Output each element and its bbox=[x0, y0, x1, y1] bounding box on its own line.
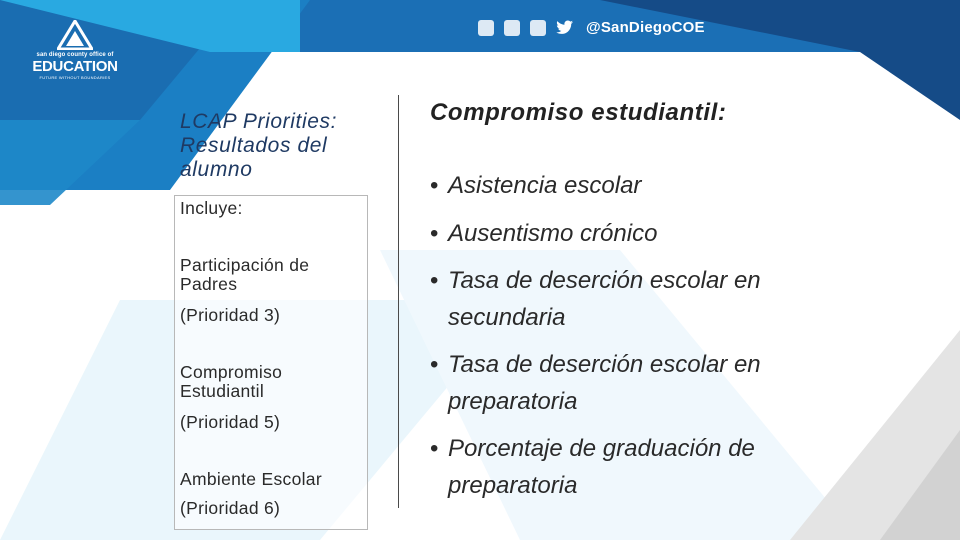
logo-triangle-icon bbox=[57, 20, 93, 50]
right-title: Compromiso estudiantil: bbox=[430, 99, 727, 126]
priorities-box bbox=[174, 195, 368, 530]
priority-item-2-number: (Prioridad 5) bbox=[180, 412, 281, 432]
logo-tagline: FUTURE WITHOUT BOUNDARIES bbox=[39, 75, 111, 80]
bullet-icon: • bbox=[430, 267, 439, 294]
logo-title: EDUCATION bbox=[32, 58, 118, 75]
instagram-icon[interactable] bbox=[478, 20, 494, 36]
list-item: • Asistencia escolar bbox=[430, 167, 850, 204]
priority-item-1: Participación de Padres bbox=[180, 255, 310, 294]
list-item: • Porcentaje de graduación de preparatoria bbox=[430, 430, 830, 504]
bullet-icon: • bbox=[430, 435, 439, 462]
list-item: • Tasa de deserción escolar en preparatoria bbox=[430, 346, 830, 420]
bullet-icon: • bbox=[430, 172, 439, 199]
includes-label: Incluye: bbox=[180, 198, 243, 218]
list-item: • Tasa de deserción escolar en secundaria bbox=[430, 262, 830, 336]
linkedin-icon[interactable] bbox=[504, 20, 520, 36]
bullet-icon: • bbox=[430, 351, 439, 378]
column-divider bbox=[398, 95, 399, 508]
facebook-icon[interactable] bbox=[530, 20, 546, 36]
priority-item-3: Ambiente Escolar bbox=[180, 469, 322, 489]
priority-item-3-number: (Prioridad 6) bbox=[180, 498, 281, 518]
logo-subtitle: san diego county office of bbox=[36, 52, 114, 58]
twitter-icon[interactable] bbox=[556, 20, 574, 35]
priority-item-1-number: (Prioridad 3) bbox=[180, 305, 281, 325]
social-handle[interactable]: @SanDiegoCOE bbox=[586, 19, 705, 36]
list-item: • Ausentismo crónico bbox=[430, 215, 850, 252]
left-title: LCAP Priorities: Resultados del alumno bbox=[180, 110, 338, 181]
sdcoe-logo bbox=[30, 20, 120, 81]
bullet-icon: • bbox=[430, 220, 439, 247]
priority-item-2: Compromiso Estudiantil bbox=[180, 362, 283, 401]
social-bar bbox=[478, 19, 705, 36]
